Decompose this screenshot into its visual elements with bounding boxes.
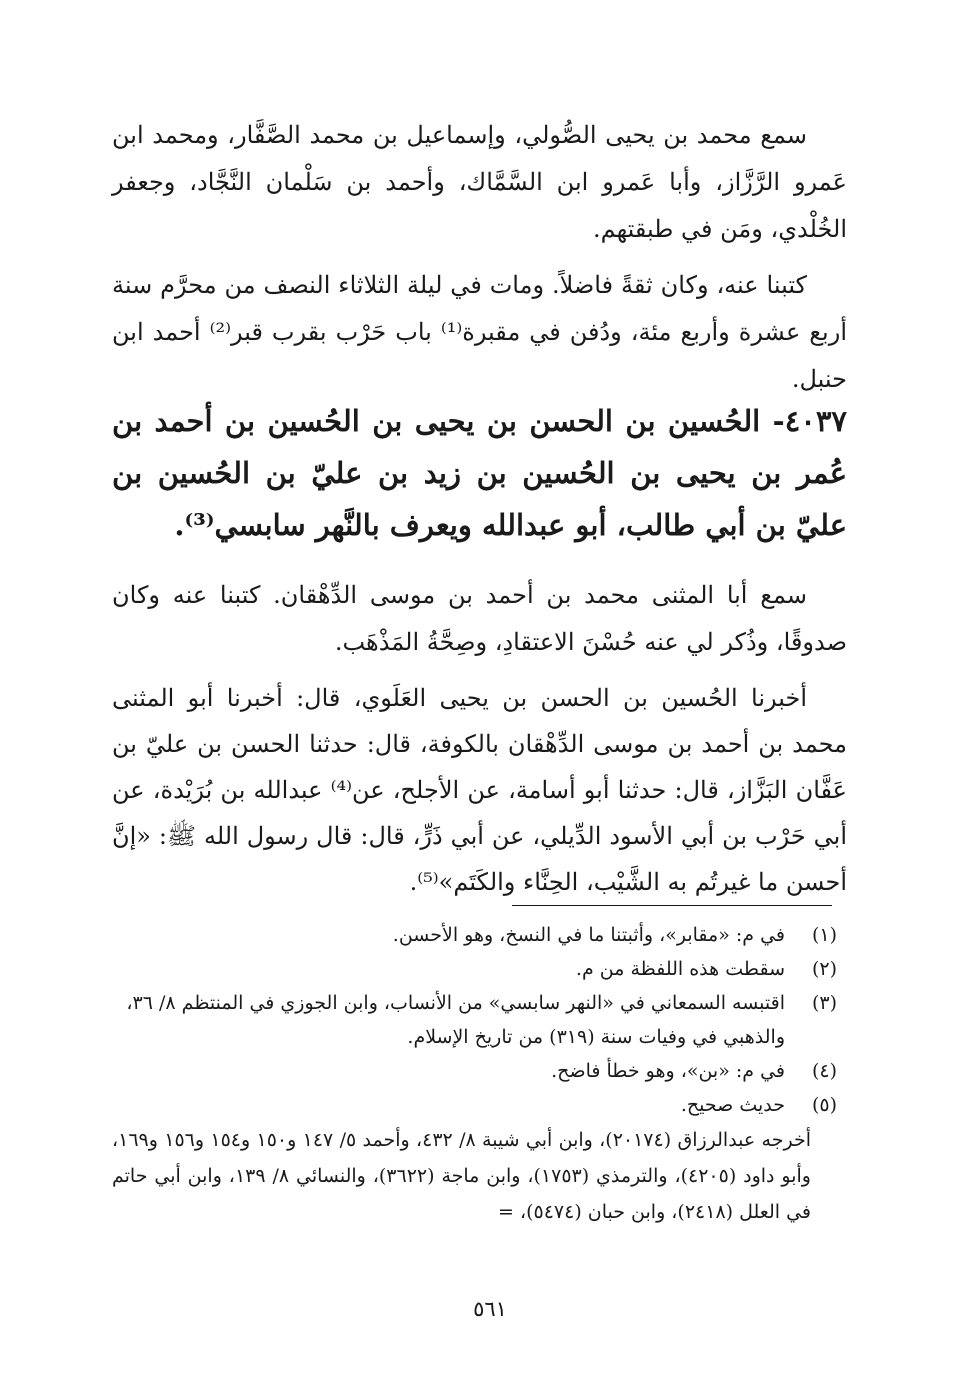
footnote-number: (٢) [811, 958, 837, 980]
hadith-paragraph [112, 675, 847, 905]
narrators-paragraph [112, 112, 847, 253]
footnote-text: سقطت هذه اللفظة من م. [575, 958, 785, 980]
footnote-text: في م: «مقابر»، وأثبتنا ما في النسخ، وهو الأحسن. [392, 924, 785, 946]
footnote-item [112, 986, 837, 1054]
death-paragraph [112, 262, 847, 403]
footnote-text: اقتبسه السمعاني في «النهر سابسي» من الأنساب، وابن الجوزي في المنتظم ٨/ ٣٦، والذهبي في وفيات سنة (٣١٩) من تاريخ الإسلام. [126, 992, 785, 1048]
footnote-detail: أخرجه عبدالرزاق (٢٠١٧٤)، وابن أبي شيبة ٨/ ٤٣٢، وأحمد ٥/ ١٤٧ و١٥٠ و١٥٤ و١٥٦ و١٦٩، وأبو داود (٤٢٠٥)، والترمذي (١٧٥٣)، وابن ماجة (٣٦٢٢)، والنسائي ٨/ ١٣٩، وابن أبي حاتم في العلل (٢٤١٨)، وابن حبان (٥٤٧٤)، = [112, 1129, 811, 1223]
footnote-item [112, 1088, 837, 1122]
page-number: ٥٦١ [473, 1297, 507, 1321]
death-text: كتبنا عنه، وكان ثقةً فاضلاً. ومات في ليلة الثلاثاء النصف من محرَّم سنة أربع عشرة وأربع مئة، ودُفن في مقبرة⁽¹⁾ باب حَرْب بقرب قبر⁽²⁾ أحمد ابن حنبل. [112, 271, 847, 393]
hadith-text: أخبرنا الحُسين بن الحسن بن يحيى العَلَوي، قال: أخبرنا أبو المثنى محمد بن أحمد بن موسى الدِّهْقان بالكوفة، قال: حدثنا الحسن بن عليّ بن عَفَّان البَزَّاز، قال: حدثنا أبو أسامة، عن الأجلح، عن⁽⁴⁾ عبدالله بن بُرَيْدة، عن أبي حَرْب بن أبي الأسود الدِّيلي، عن أبي ذَرٍّ، قال: قال رسول الله ﷺ: «إنَّ أحسن ما غيرتُم به الشَّيْب، الحِنَّاء والكَتَم»⁽⁵⁾. [112, 684, 847, 896]
footnote-item [112, 918, 837, 952]
footnote-number: (١) [811, 924, 837, 946]
footnote-divider [512, 905, 832, 906]
footnote-item [112, 1054, 837, 1088]
biography-paragraph [112, 572, 847, 666]
footnote-text: في م: «بن»، وهو خطأ فاضح. [551, 1060, 785, 1082]
biography-entry-heading: ٤٠٣٧- الحُسين بن الحسن بن يحيى بن الحُسين بن أحمد بن عُمر بن يحيى بن الحُسين بن زيد بن عليّ بن الحُسين بن عليّ بن أبي طالب، أبو عبدالله ويعرف بالنَّهر سابسي⁽³⁾. [112, 404, 847, 542]
narrators-text: سمع محمد بن يحيى الصُّولي، وإسماعيل بن محمد الصَّفَّار، ومحمد ابن عَمرو الرَّزَّاز، وأبا عَمرو ابن السَّمَّاك، وأحمد بن سَلْمان النَّجَّاد، وجعفر الخُلْدي، ومَن في طبقتهم. [112, 121, 847, 243]
footnote-number: (٤) [811, 1060, 837, 1082]
footnotes [112, 918, 837, 1230]
footnote-item [112, 952, 837, 986]
footnote-number: (٣) [811, 992, 837, 1014]
footnote-text: حديث صحيح. [680, 1094, 785, 1116]
footnote-number: (٥) [811, 1094, 837, 1116]
biography-text: سمع أبا المثنى محمد بن أحمد بن موسى الدِّهْقان. كتبنا عنه وكان صدوقًا، وذُكر لي عنه حُسْنَ الاعتقادِ، وصِحَّةُ المَذْهَب. [112, 581, 847, 656]
